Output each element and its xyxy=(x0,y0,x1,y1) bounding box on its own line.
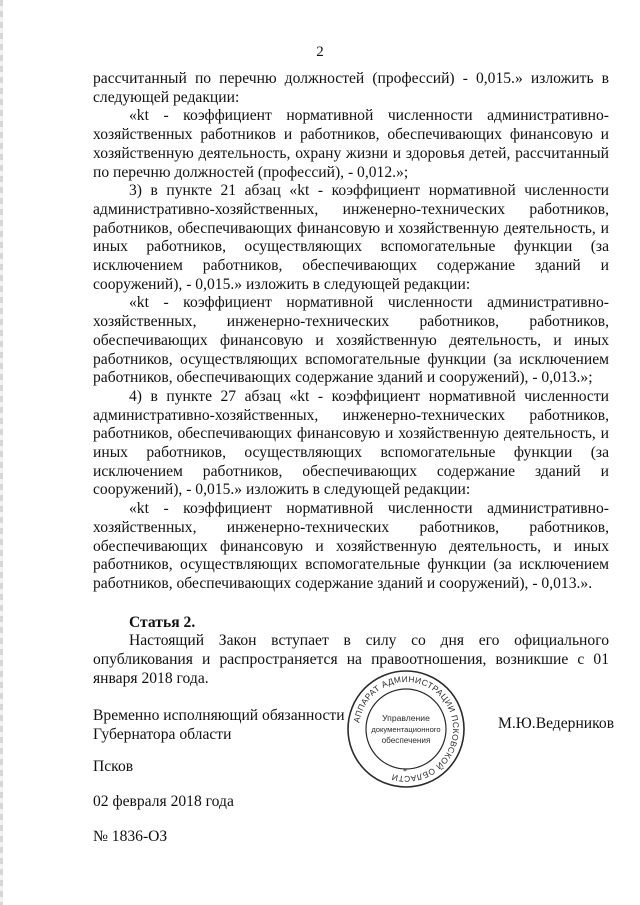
article-text: Настоящий Закон вступает в силу со дня его официального опубликования и распространяется на правоотношения, возникшие с 01 января 2018 года. xyxy=(93,632,609,687)
paragraph-5: 4) в пункте 27 абзац «kt - коэффициент нормативной численности административно-хозяйственных, инженерно-технических работников, работников, обеспечивающих финансовую и хозяйственную деятельность, и иных работников, осуществляющих вспомогательные функции (за исключением работников, обеспечивающих содержание зданий и сооружений), - 0,015.» изложить в следующей редакции: xyxy=(93,387,609,499)
signatory-position-line1: Временно исполняющий обязанности xyxy=(93,707,345,724)
signatory-position xyxy=(93,706,345,744)
seal-star-icon: * xyxy=(403,767,407,776)
article-heading: Статья 2. xyxy=(129,613,196,631)
signing-date: 02 февраля 2018 года xyxy=(93,793,234,810)
paragraph-4: «kt - коэффициент нормативной численности административно-хозяйственных, инженерно-технических работников, работников, обеспечивающих финансовую и хозяйственную деятельность, и иных работников, осуществляющих вспомогательные функции (за исключением работников, обеспечивающих содержание зданий и сооружений), - 0,013.»; xyxy=(93,294,609,387)
paragraph-3: 3) в пункте 21 абзац «kt - коэффициент нормативной численности административно-хозяйственных, инженерно-технических работников, работников, обеспечивающих финансовую и хозяйственную деятельность, и иных работников, осуществляющих вспомогательные функции (за исключением работников, обеспечивающих содержание зданий и сооружений), - 0,015.» изложить в следующей редакции: xyxy=(93,182,609,293)
paragraph-2: «kt - коэффициент нормативной численности административно-хозяйственных работников и работников, обеспечивающих финансовую и хозяйственную деятельность, охрану жизни и здоровья детей, рассчитанный по перечню должностей (профессий), - 0,012.»; xyxy=(93,107,609,181)
signatory-position-line2: Губернатора области xyxy=(93,726,232,743)
place-of-signing: Псков xyxy=(93,758,134,775)
document-body xyxy=(93,70,609,689)
seal-ring-text: АППАРАТ АДМИНИСТРАЦИИ ПСКОВСКОЙ ОБЛАСТИ xyxy=(351,673,462,785)
law-number: № 1836-ОЗ xyxy=(93,828,168,845)
official-seal-icon xyxy=(345,668,467,790)
signatory-name: М.Ю.Ведерников xyxy=(498,715,615,732)
paragraph-6: «kt - коэффициент нормативной численности административно-хозяйственных, инженерно-технических работников, работников, обеспечивающих финансовую и хозяйственную деятельность, и иных работников, осуществляющих вспомогательные функции (за исключением работников, обеспечивающих содержание зданий и сооружений), - 0,013.». xyxy=(93,500,609,592)
seal-center-line1: Управление xyxy=(382,713,430,723)
seal-center-line3: обеспечения xyxy=(381,736,431,745)
page-number: 2 xyxy=(316,44,324,60)
paragraph-1: рассчитанный по перечню должностей (профессий) - 0,015.» изложить в следующей редакции: xyxy=(93,70,609,106)
seal-center-line2: документационного xyxy=(371,725,441,734)
scan-edge xyxy=(0,0,3,905)
